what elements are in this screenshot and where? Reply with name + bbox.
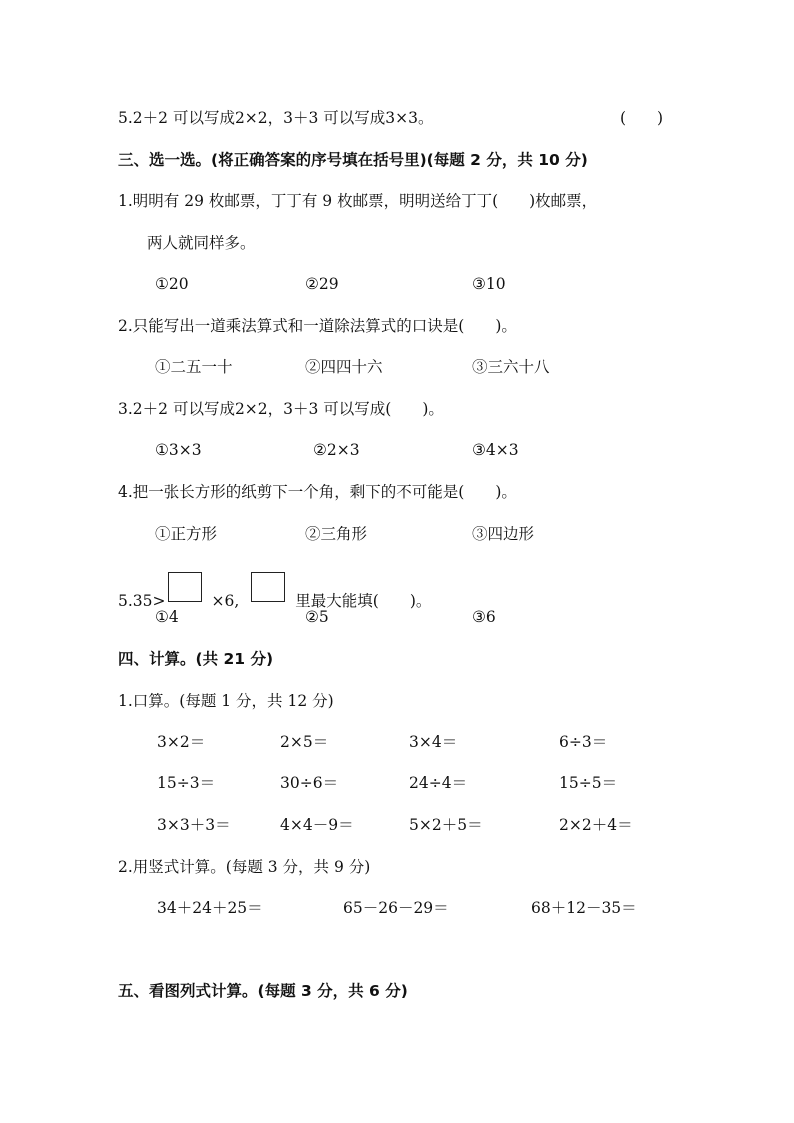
oral-calc-item[interactable]: 4×4－9＝ xyxy=(280,816,354,834)
oral-calc-item[interactable]: 3×4＝ xyxy=(409,733,458,751)
answer-paren[interactable]: ( ) xyxy=(620,109,664,127)
choice-question-2: 2.只能写出一道乘法算式和一道除法算式的口诀是( )。 xyxy=(118,317,517,335)
oral-calc-item[interactable]: 24÷4＝ xyxy=(409,774,468,792)
blank-box[interactable] xyxy=(168,572,202,602)
option-a[interactable]: ①二五一十 xyxy=(155,358,233,376)
question-middle: ×6, xyxy=(211,592,240,610)
oral-calc-item[interactable]: 3×3＋3＝ xyxy=(157,816,231,834)
oral-calc-item[interactable]: 30÷6＝ xyxy=(280,774,339,792)
option-a[interactable]: ①20 xyxy=(155,275,189,293)
question-suffix: 里最大能填( )。 xyxy=(295,592,432,610)
question-prefix: 5.35> xyxy=(118,592,166,610)
oral-calc-title: 1.口算。(每题 1 分，共 12 分) xyxy=(118,692,334,710)
option-a[interactable]: ①4 xyxy=(155,608,179,626)
oral-calc-item[interactable]: 6÷3＝ xyxy=(559,733,608,751)
option-b[interactable]: ②四四十六 xyxy=(305,358,383,376)
choice-question-1-line-1: 1.明明有 29 枚邮票，丁丁有 9 枚邮票，明明送给丁丁( )枚邮票， xyxy=(118,192,598,210)
oral-calc-item[interactable]: 3×2＝ xyxy=(157,733,206,751)
section-4-heading: 四、计算。(共 21 分) xyxy=(118,650,274,668)
oral-calc-item[interactable]: 5×2＋5＝ xyxy=(409,816,483,834)
oral-calc-item[interactable]: 15÷5＝ xyxy=(559,774,618,792)
oral-calc-item[interactable]: 2×5＝ xyxy=(280,733,329,751)
option-c[interactable]: ③三六十八 xyxy=(472,358,550,376)
choice-question-1-line-2: 两人就同样多。 xyxy=(147,234,256,252)
oral-calc-item[interactable]: 15÷3＝ xyxy=(157,774,216,792)
option-c[interactable]: ③6 xyxy=(472,608,496,626)
option-b[interactable]: ②三角形 xyxy=(305,525,368,543)
blank-box[interactable] xyxy=(251,572,285,602)
judge-question-5: 5.2＋2 可以写成2×2，3＋3 可以写成3×3。 xyxy=(118,109,434,127)
oral-calc-item[interactable]: 2×2＋4＝ xyxy=(559,816,633,834)
choice-question-4: 4.把一张长方形的纸剪下一个角，剩下的不可能是( )。 xyxy=(118,483,517,501)
option-a[interactable]: ①正方形 xyxy=(155,525,218,543)
option-b[interactable]: ②29 xyxy=(305,275,339,293)
option-c[interactable]: ③四边形 xyxy=(472,525,535,543)
vertical-calc-item[interactable]: 65－26－29＝ xyxy=(343,899,449,917)
section-3-heading: 三、选一选。(将正确答案的序号填在括号里)(每题 2 分，共 10 分) xyxy=(118,151,588,169)
vertical-calc-title: 2.用竖式计算。(每题 3 分，共 9 分) xyxy=(118,858,371,876)
option-c[interactable]: ③10 xyxy=(472,275,506,293)
vertical-calc-item[interactable]: 68＋12－35＝ xyxy=(531,899,637,917)
choice-question-3: 3.2＋2 可以写成2×2，3＋3 可以写成( )。 xyxy=(118,400,444,418)
option-b[interactable]: ②2×3 xyxy=(313,441,360,459)
option-b[interactable]: ②5 xyxy=(305,608,329,626)
option-c[interactable]: ③4×3 xyxy=(472,441,519,459)
vertical-calc-item[interactable]: 34＋24＋25＝ xyxy=(157,899,263,917)
option-a[interactable]: ①3×3 xyxy=(155,441,202,459)
section-5-heading: 五、看图列式计算。(每题 3 分，共 6 分) xyxy=(118,982,408,1000)
